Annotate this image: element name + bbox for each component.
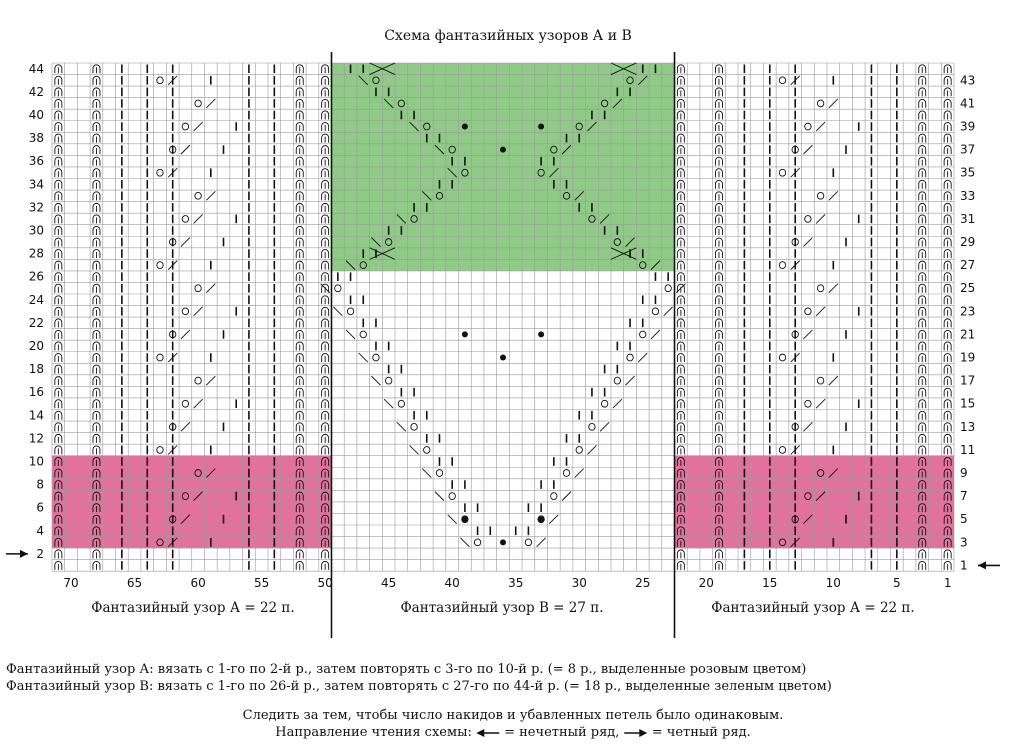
row-number-right: 9 [960, 466, 968, 481]
row-number-left: 6 [36, 500, 44, 515]
row-number-right: 31 [960, 211, 976, 226]
row-number-left: 40 [28, 107, 44, 122]
row-number-right: 35 [960, 165, 976, 180]
stitch-number: 70 [63, 576, 79, 590]
row-number-left: 14 [28, 408, 44, 423]
row-number-left: 8 [36, 477, 44, 492]
arrow-right-icon [6, 550, 28, 558]
row-number-right: 43 [960, 73, 976, 88]
stitch-number: 5 [893, 576, 901, 590]
stitch-number: 40 [444, 576, 460, 590]
row-number-left: 34 [28, 177, 44, 192]
arrow-right-icon [624, 728, 648, 738]
row-number-right: 33 [960, 188, 976, 203]
row-number-left: 16 [28, 385, 44, 400]
reading-direction-odd: = нечетный ряд, [504, 725, 620, 740]
row-number-right: 7 [960, 489, 968, 504]
arrow-left-icon [476, 728, 500, 738]
stitch-number: 25 [635, 576, 651, 590]
row-number-right: 3 [960, 535, 968, 550]
note-reading-direction [275, 725, 750, 741]
stitch-number: 45 [381, 576, 397, 590]
stitch-number: 20 [698, 576, 714, 590]
row-number-right: 21 [960, 327, 976, 342]
chart-title: Схема фантазийных узоров А и В [384, 28, 632, 44]
note-pattern-a: Фантазийный узор А: вязать с 1-го по 2-й р., затем повторять с 3-го по 10-й р. (= 8 р., выделенные розовым цветом) [6, 662, 807, 677]
row-number-right: 11 [960, 442, 976, 457]
row-number-left: 4 [36, 523, 44, 538]
row-number-right: 23 [960, 304, 976, 319]
row-number-right: 29 [960, 235, 976, 250]
row-number-left: 38 [28, 131, 44, 146]
reading-direction-prefix: Направление чтения схемы: [275, 725, 472, 740]
row-number-right: 25 [960, 281, 976, 296]
pattern-b-label: Фантазийный узор В = 27 п. [400, 600, 604, 616]
row-number-left: 36 [28, 154, 44, 169]
row-number-left: 24 [28, 292, 44, 307]
row-number-right: 5 [960, 512, 968, 527]
reading-direction-even: = четный ряд. [651, 725, 751, 740]
row-number-right: 1 [960, 558, 968, 573]
row-number-left: 26 [28, 269, 44, 284]
pattern-a-left-label: Фантазийный узор А = 22 п. [91, 600, 295, 616]
row-number-left: 44 [28, 61, 44, 76]
stitch-number: 65 [126, 576, 143, 590]
stitch-number: 60 [190, 576, 206, 590]
stitch-number: 10 [825, 576, 841, 590]
note-yarnover-balance: Следить за тем, чтобы число накидов и убавленных петель было одинаковым. [242, 708, 784, 723]
row-number-right: 41 [960, 96, 976, 111]
row-number-right: 15 [960, 396, 976, 411]
row-number-left: 32 [28, 200, 44, 215]
row-number-left: 12 [28, 431, 44, 446]
row-number-left: 28 [28, 246, 44, 261]
stitch-number: 50 [317, 576, 333, 590]
row-number-left: 20 [28, 338, 44, 353]
pattern-a-right-label: Фантазийный узор А = 22 п. [711, 600, 915, 616]
row-number-left: 42 [28, 84, 44, 99]
row-number-right: 39 [960, 119, 976, 134]
row-number-right: 13 [960, 419, 976, 434]
row-number-left: 10 [28, 454, 44, 469]
note-pattern-b: Фантазийный узор В: вязать с 1-го по 26-й р., затем повторять с 27-го по 44-й р. (= 18 р., выделенные зеленым цветом) [6, 679, 832, 694]
arrow-left-icon [978, 561, 1000, 569]
row-number-left: 22 [28, 315, 44, 330]
row-number-right: 27 [960, 258, 976, 273]
stitch-number: 55 [253, 576, 270, 590]
stitch-number: 30 [571, 576, 587, 590]
stitch-number: 35 [508, 576, 524, 590]
row-number-left: 2 [36, 546, 44, 561]
stitch-number: 15 [762, 576, 778, 590]
row-number-left: 18 [28, 362, 44, 377]
row-number-right: 37 [960, 142, 976, 157]
row-number-left: 30 [28, 223, 44, 238]
row-number-right: 19 [960, 350, 976, 365]
row-number-right: 17 [960, 373, 976, 388]
stitch-number: 1 [943, 576, 952, 590]
